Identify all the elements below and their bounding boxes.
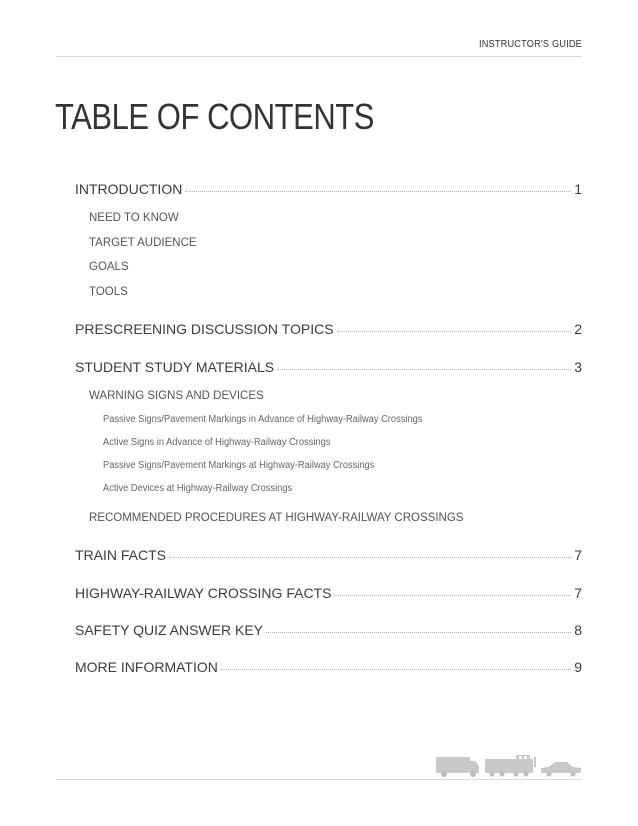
car-icon: [541, 762, 581, 777]
toc-entry-title: INTRODUCTION: [75, 181, 183, 197]
toc-subentry-target-audience[interactable]: TARGET AUDIENCE: [89, 237, 197, 249]
header-label: INSTRUCTOR'S GUIDE: [478, 39, 582, 50]
toc-subsubentry-active-devices[interactable]: Active Devices at Highway-Railway Crossings: [103, 483, 293, 494]
toc-page-number: 3: [574, 359, 582, 375]
toc-page-number: 2: [574, 321, 582, 337]
vehicles-illustration: [436, 753, 582, 777]
toc-entry-title: PRESCREENING DISCUSSION TOPICS: [75, 321, 334, 337]
toc-entry-more-information[interactable]: [75, 659, 582, 675]
footer-divider: [56, 779, 582, 780]
dot-leader: [221, 669, 571, 670]
truck-icon: [436, 757, 479, 777]
toc-entry-title: HIGHWAY-RAILWAY CROSSING FACTS: [75, 585, 332, 601]
train-icon: [485, 755, 536, 777]
toc-entry-crossing-facts[interactable]: [75, 585, 582, 601]
toc-subentry-need-to-know[interactable]: NEED TO KNOW: [89, 212, 179, 224]
toc-entry-title: TRAIN FACTS: [75, 547, 167, 563]
toc-subentry-goals[interactable]: GOALS: [89, 261, 129, 273]
toc-subsubentry-passive-advance[interactable]: Passive Signs/Pavement Markings in Advance of Highway-Railway Crossings: [103, 414, 423, 425]
header-divider: [56, 56, 582, 57]
toc-subentry-warning-signs[interactable]: WARNING SIGNS AND DEVICES: [89, 390, 264, 402]
toc-page-number: 7: [574, 547, 582, 563]
toc-entry-title: STUDENT STUDY MATERIALS: [75, 359, 275, 375]
dot-leader: [277, 369, 571, 370]
dot-leader: [266, 632, 571, 633]
toc-subsubentry-active-advance[interactable]: Active Signs in Advance of Highway-Railway Crossings: [103, 437, 331, 448]
toc-entry-title: SAFETY QUIZ ANSWER KEY: [75, 622, 264, 638]
toc-page-number: 8: [574, 622, 582, 638]
toc-entry-train-facts[interactable]: [75, 547, 582, 563]
toc-subentry-recommended-procedures[interactable]: RECOMMENDED PROCEDURES AT HIGHWAY-RAILWAY CROSSINGS: [89, 512, 464, 524]
dot-leader: [185, 191, 571, 192]
page-title: TABLE OF CONTENTS: [55, 96, 374, 137]
dot-leader: [334, 595, 571, 596]
toc-entry-student-study-materials[interactable]: [75, 359, 582, 375]
toc-entry-introduction[interactable]: [75, 181, 582, 197]
toc-page-number: 9: [574, 659, 582, 675]
toc-entry-prescreening[interactable]: [75, 321, 582, 337]
toc-entry-safety-quiz[interactable]: [75, 622, 582, 638]
toc-page-number: 7: [574, 585, 582, 601]
toc-page-number: 1: [574, 181, 582, 197]
toc-subsubentry-passive-at[interactable]: Passive Signs/Pavement Markings at Highway-Railway Crossings: [103, 460, 375, 471]
dot-leader: [337, 331, 572, 332]
toc-entry-title: MORE INFORMATION: [75, 659, 218, 675]
dot-leader: [169, 557, 571, 558]
toc-subentry-tools[interactable]: TOOLS: [89, 286, 128, 298]
